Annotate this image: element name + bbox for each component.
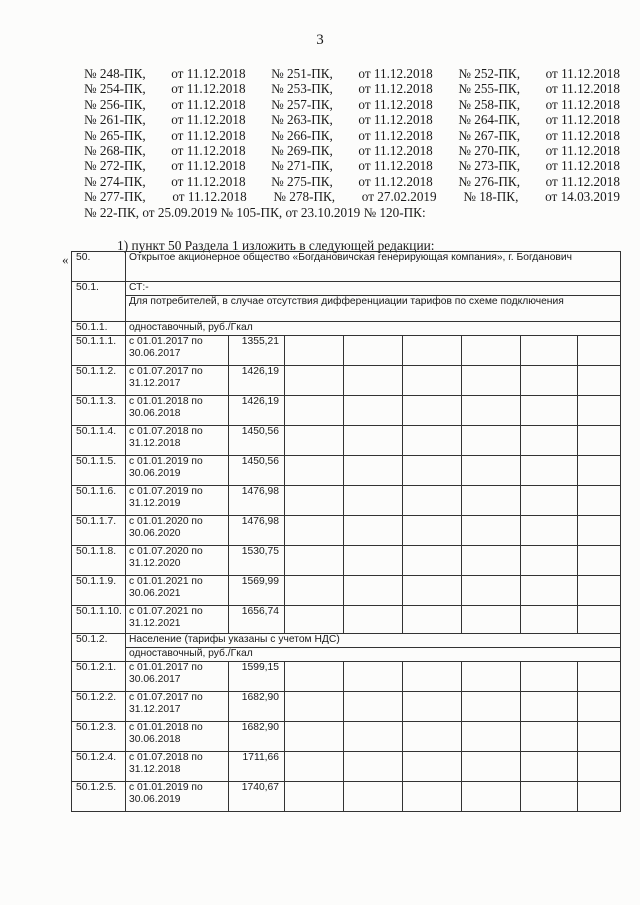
empty-cell [578, 456, 621, 486]
row-code: 50.1.2.4. [72, 752, 126, 782]
resolution-number: № 270-ПК, [458, 142, 521, 158]
resolution-number: № 257-ПК, [271, 96, 333, 112]
group-sub-row [72, 648, 621, 662]
reference-line [84, 189, 620, 204]
group-row [72, 634, 621, 648]
reference-line [84, 143, 620, 158]
empty-cell [578, 606, 621, 634]
empty-cell [462, 722, 521, 752]
empty-cell [578, 516, 621, 546]
empty-cell [403, 752, 462, 782]
tariff-value: 1426,19 [229, 396, 285, 426]
period: с 01.07.2018 по 31.12.2018 [126, 426, 229, 456]
empty-cell [578, 486, 621, 516]
row-code: 50.1.2.1. [72, 662, 126, 692]
consumers-note-row [72, 296, 621, 322]
empty-cell [521, 722, 578, 752]
amendment-intro: 1) пункт 50 Раздела 1 изложить в следующей редакции: [117, 238, 435, 253]
tariff-row [72, 486, 621, 516]
resolution-references [84, 66, 620, 221]
resolution-date: от 11.12.2018 [358, 112, 433, 128]
tariff-value: 1450,56 [229, 456, 285, 486]
empty-cell [521, 546, 578, 576]
row-code: 50.1.1.6. [72, 486, 126, 516]
resolution-date: от 11.12.2018 [172, 189, 247, 205]
resolution-number: № 273-ПК, [458, 158, 521, 174]
empty-cell [285, 692, 344, 722]
empty-cell [578, 752, 621, 782]
empty-cell [403, 546, 462, 576]
tariff-row [72, 336, 621, 366]
tariff-value: 1355,21 [229, 336, 285, 366]
empty-cell [285, 546, 344, 576]
resolution-number: № 268-ПК, [84, 142, 146, 158]
period: с 01.01.2017 по 30.06.2017 [126, 336, 229, 366]
empty-cell [578, 692, 621, 722]
references-last-line: № 22-ПК, от 25.09.2019 № 105-ПК, от 23.10.2019 № 120-ПК: [84, 204, 426, 220]
period: с 01.01.2020 по 30.06.2020 [126, 516, 229, 546]
resolution-number: № 271-ПК, [271, 158, 333, 174]
tariff-row [72, 516, 621, 546]
resolution-date: от 11.12.2018 [171, 158, 246, 174]
empty-cell [344, 606, 403, 634]
resolution-date: от 11.12.2018 [545, 81, 620, 97]
empty-cell [462, 662, 521, 692]
empty-cell [578, 336, 621, 366]
empty-cell [462, 336, 521, 366]
group-sublabel: одноставочный, руб./Гкал [126, 648, 621, 662]
empty-cell [344, 396, 403, 426]
empty-cell [521, 426, 578, 456]
empty-cell [521, 752, 578, 782]
empty-cell [403, 692, 462, 722]
empty-cell [462, 576, 521, 606]
empty-cell [285, 752, 344, 782]
resolution-date: от 11.12.2018 [545, 127, 620, 143]
period: с 01.07.2018 по 31.12.2018 [126, 752, 229, 782]
empty-cell [344, 782, 403, 812]
empty-cell [344, 722, 403, 752]
period: с 01.01.2019 по 30.06.2019 [126, 782, 229, 812]
resolution-date: от 11.12.2018 [358, 158, 433, 174]
empty-cell [285, 606, 344, 634]
resolution-number: № 256-ПК, [84, 96, 146, 112]
empty-cell [403, 722, 462, 752]
org-header-row [72, 252, 621, 282]
reference-line [84, 112, 620, 127]
empty-cell [462, 426, 521, 456]
resolution-date: от 11.12.2018 [358, 142, 433, 158]
reference-line [84, 97, 620, 112]
resolution-date: от 11.12.2018 [171, 96, 246, 112]
resolution-date: от 11.12.2018 [545, 112, 620, 128]
row-code: 50.1.1.3. [72, 396, 126, 426]
row-code: 50.1.1.2. [72, 366, 126, 396]
tariff-row [72, 782, 621, 812]
group-row [72, 322, 621, 336]
empty-cell [285, 366, 344, 396]
resolution-number: № 278-ПК, [273, 189, 336, 205]
empty-cell [403, 396, 462, 426]
resolution-number: № 267-ПК, [458, 127, 521, 143]
period: с 01.01.2017 по 30.06.2017 [126, 662, 229, 692]
empty-cell [285, 486, 344, 516]
tariff-value: 1569,99 [229, 576, 285, 606]
st-label: СТ:- [126, 282, 621, 296]
empty-cell [578, 546, 621, 576]
resolution-date: от 11.12.2018 [171, 127, 246, 143]
tariff-row [72, 456, 621, 486]
resolution-number: № 272-ПК, [84, 158, 146, 174]
empty-cell [521, 456, 578, 486]
resolution-number: № 251-ПК, [271, 66, 333, 81]
empty-cell [462, 546, 521, 576]
empty-cell [285, 516, 344, 546]
resolution-number: № 265-ПК, [84, 127, 146, 143]
empty-cell [521, 516, 578, 546]
empty-cell [462, 782, 521, 812]
row-code: 50.1.2.3. [72, 722, 126, 752]
period: с 01.01.2021 по 30.06.2021 [126, 576, 229, 606]
resolution-date: от 27.02.2019 [361, 189, 437, 205]
period: с 01.07.2020 по 31.12.2020 [126, 546, 229, 576]
tariff-value: 1599,15 [229, 662, 285, 692]
empty-cell [578, 722, 621, 752]
group-label: одноставочный, руб./Гкал [126, 322, 621, 336]
row-code: 50.1.2.5. [72, 782, 126, 812]
empty-cell [344, 366, 403, 396]
resolution-date: от 14.03.2019 [545, 189, 620, 205]
empty-cell [578, 662, 621, 692]
resolution-number: № 258-ПК, [458, 96, 521, 112]
resolution-date: от 11.12.2018 [171, 66, 246, 81]
empty-cell [578, 396, 621, 426]
tariff-table [71, 251, 621, 812]
empty-cell [344, 486, 403, 516]
period: с 01.01.2019 по 30.06.2019 [126, 456, 229, 486]
resolution-date: от 11.12.2018 [358, 81, 433, 97]
resolution-number: № 253-ПК, [271, 81, 333, 97]
row-code: 50.1.1.10. [72, 606, 126, 634]
resolution-date: от 11.12.2018 [171, 112, 246, 128]
st-row [72, 282, 621, 296]
empty-cell [521, 606, 578, 634]
row-code: 50.1.1. [72, 322, 126, 336]
empty-cell [344, 752, 403, 782]
tariff-row [72, 722, 621, 752]
resolution-number: № 264-ПК, [458, 112, 521, 128]
tariff-row [72, 662, 621, 692]
tariff-row [72, 396, 621, 426]
tariff-value: 1476,98 [229, 486, 285, 516]
resolution-date: от 11.12.2018 [545, 173, 620, 189]
resolution-number: № 275-ПК, [271, 173, 333, 189]
empty-cell [344, 576, 403, 606]
empty-cell [403, 426, 462, 456]
reference-line [84, 81, 620, 96]
empty-cell [285, 782, 344, 812]
empty-cell [344, 546, 403, 576]
period: с 01.07.2019 по 31.12.2019 [126, 486, 229, 516]
empty-cell [462, 516, 521, 546]
tariff-value: 1656,74 [229, 606, 285, 634]
tariff-value: 1711,66 [229, 752, 285, 782]
resolution-date: от 11.12.2018 [171, 81, 246, 97]
resolution-date: от 11.12.2018 [358, 173, 433, 189]
empty-cell [344, 516, 403, 546]
empty-cell [285, 396, 344, 426]
resolution-number: № 276-ПК, [458, 173, 521, 189]
tariff-row [72, 576, 621, 606]
empty-cell [285, 336, 344, 366]
resolution-date: от 11.12.2018 [171, 173, 246, 189]
empty-cell [344, 336, 403, 366]
page-number: 3 [316, 32, 324, 48]
tariff-row [72, 692, 621, 722]
tariff-value: 1476,98 [229, 516, 285, 546]
empty-cell [462, 396, 521, 426]
row-code: 50.1.1.4. [72, 426, 126, 456]
resolution-number: № 274-ПК, [84, 173, 146, 189]
empty-cell [344, 662, 403, 692]
empty-cell [285, 722, 344, 752]
empty-cell [521, 396, 578, 426]
tariff-row [72, 606, 621, 634]
row-code: 50.1.1.5. [72, 456, 126, 486]
tariff-value: 1682,90 [229, 692, 285, 722]
empty-cell [578, 782, 621, 812]
empty-cell [462, 366, 521, 396]
empty-cell [344, 692, 403, 722]
tariff-value: 1682,90 [229, 722, 285, 752]
empty-cell [285, 456, 344, 486]
empty-cell [344, 456, 403, 486]
resolution-number: № 263-ПК, [271, 112, 333, 128]
resolution-number: № 254-ПК, [84, 81, 146, 97]
resolution-number: № 252-ПК, [458, 66, 521, 81]
empty-cell [403, 606, 462, 634]
row-code: 50.1.1.1. [72, 336, 126, 366]
empty-cell [403, 782, 462, 812]
resolution-date: от 11.12.2018 [358, 66, 433, 81]
empty-cell [403, 456, 462, 486]
tariff-row [72, 366, 621, 396]
empty-cell [403, 336, 462, 366]
resolution-number: № 269-ПК, [271, 142, 333, 158]
empty-cell [521, 782, 578, 812]
empty-cell [462, 456, 521, 486]
row-code: 50.1.1.9. [72, 576, 126, 606]
empty-cell [285, 662, 344, 692]
empty-cell [521, 366, 578, 396]
resolution-date: от 11.12.2018 [171, 142, 246, 158]
row-code: 50.1.1.8. [72, 546, 126, 576]
empty-cell [462, 606, 521, 634]
row-code: 50. [72, 252, 126, 282]
period: с 01.01.2018 по 30.06.2018 [126, 396, 229, 426]
empty-cell [521, 662, 578, 692]
empty-cell [285, 576, 344, 606]
resolution-date: от 11.12.2018 [545, 158, 620, 174]
period: с 01.01.2018 по 30.06.2018 [126, 722, 229, 752]
resolution-number: № 255-ПК, [458, 81, 521, 97]
reference-line [84, 174, 620, 189]
empty-cell [521, 336, 578, 366]
empty-cell [403, 486, 462, 516]
resolution-date: от 11.12.2018 [545, 66, 620, 81]
empty-cell [521, 692, 578, 722]
empty-cell [578, 576, 621, 606]
resolution-number: № 266-ПК, [271, 127, 333, 143]
empty-cell [344, 426, 403, 456]
tariff-row [72, 752, 621, 782]
period: с 01.07.2017 по 31.12.2017 [126, 692, 229, 722]
resolution-date: от 11.12.2018 [545, 142, 620, 158]
group-label: Население (тарифы указаны с учетом НДС) [126, 634, 621, 648]
resolution-number: № 277-ПК, [84, 189, 146, 205]
period: с 01.07.2017 по 31.12.2017 [126, 366, 229, 396]
tariff-value: 1530,75 [229, 546, 285, 576]
empty-cell [403, 516, 462, 546]
reference-line [84, 66, 620, 81]
row-code: 50.1.1.7. [72, 516, 126, 546]
empty-cell [462, 752, 521, 782]
resolution-number: № 248-ПК, [84, 66, 146, 81]
row-code: 50.1.2.2. [72, 692, 126, 722]
row-code: 50.1.2. [72, 634, 126, 662]
resolution-date: от 11.12.2018 [358, 127, 433, 143]
tariff-value: 1450,56 [229, 426, 285, 456]
reference-line [84, 158, 620, 173]
empty-cell [403, 576, 462, 606]
tariff-row [72, 426, 621, 456]
empty-cell [285, 426, 344, 456]
empty-cell [578, 366, 621, 396]
empty-cell [578, 426, 621, 456]
resolution-date: от 11.12.2018 [358, 96, 433, 112]
tariff-row [72, 546, 621, 576]
row-code: 50.1. [72, 282, 126, 322]
empty-cell [521, 576, 578, 606]
org-name: Открытое акционерное общество «Богдановичская генерирующая компания», г. Богданович [126, 252, 621, 282]
period: с 01.07.2021 по 31.12.2021 [126, 606, 229, 634]
empty-cell [521, 486, 578, 516]
empty-cell [403, 366, 462, 396]
empty-cell [403, 662, 462, 692]
empty-cell [462, 692, 521, 722]
resolution-number: № 18-ПК, [463, 189, 519, 205]
tariff-value: 1740,67 [229, 782, 285, 812]
opening-quote: « [62, 252, 69, 267]
tariff-value: 1426,19 [229, 366, 285, 396]
consumers-note: Для потребителей, в случае отсутствия дифференциации тарифов по схеме подключения [126, 296, 621, 322]
resolution-number: № 261-ПК, [84, 112, 146, 128]
reference-line [84, 128, 620, 143]
resolution-date: от 11.12.2018 [545, 96, 620, 112]
empty-cell [462, 486, 521, 516]
